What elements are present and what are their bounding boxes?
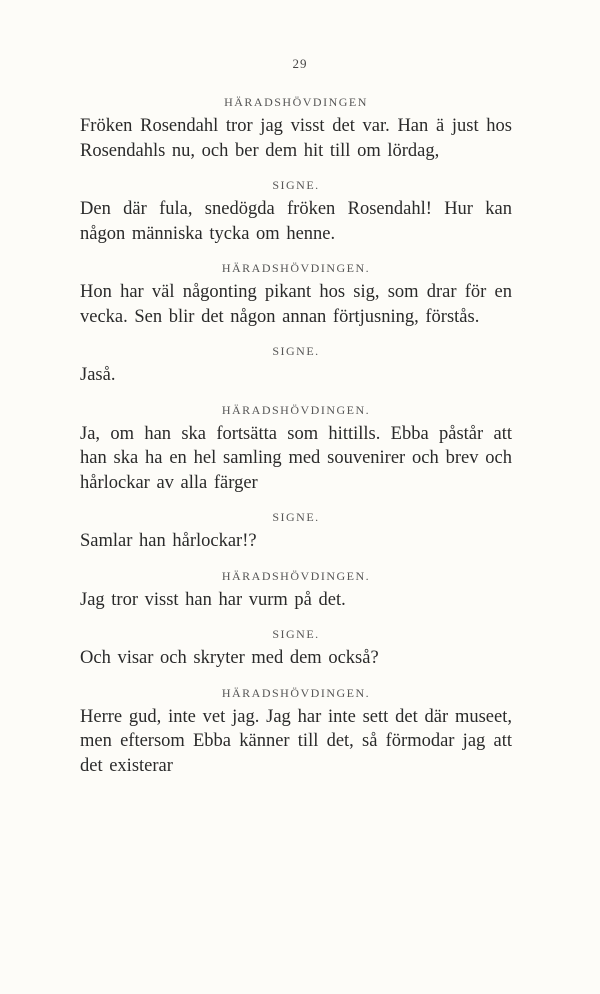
speaker-name: HÄRADSHÖVDINGEN. <box>221 402 371 417</box>
speech-text: Samlar han hårlockar!? <box>80 531 257 551</box>
speaker-name: SIGNE. <box>272 627 320 641</box>
dialogue-block <box>80 624 512 671</box>
dialogue-block <box>80 566 512 613</box>
speaker-name: SIGNE. <box>272 510 320 524</box>
dialogue-block <box>80 341 512 388</box>
speech-text: Ja, om han ska fortsätta som hittills. Ebba påstår att han ska ha en hel samling med souvenirer och brev och hårlockar av alla färger <box>80 423 512 493</box>
speech-text: Den där fula, snedögda fröken Rosendahl! Hur kan någon människa tycka om henne. <box>80 199 512 244</box>
speaker-name: HÄRADSHÖVDINGEN. <box>221 568 371 583</box>
dialogue-block <box>80 507 512 554</box>
speech-text: Herre gud, inte vet jag. Jag har inte sett det där museet, men eftersom Ebba känner till det, så förmodar jag att det existerar <box>80 706 512 776</box>
speaker-name: SIGNE. <box>272 344 320 358</box>
speaker-name: HÄRADSHÖVDINGEN. <box>221 261 371 275</box>
speaker-name: HÄRADSHÖVDINGEN <box>224 95 368 109</box>
speaker-name: HÄRADSHÖVDINGEN. <box>221 685 371 700</box>
dialogue-block <box>80 258 512 329</box>
dialogue-block <box>80 92 512 163</box>
speech-text: Fröken Rosendahl tror jag visst det var. Han ä just hos Rosendahls nu, och ber dem hit till om lördag, <box>80 116 512 161</box>
speech-text: Och visar och skryter med dem också? <box>80 648 379 668</box>
dialogue-block <box>80 400 512 496</box>
speech-text: Hon har väl någonting pikant hos sig, som drar för en vecka. Sen blir det någon annan förtjusning, förstås. <box>80 282 512 327</box>
speech-text: Jaså. <box>80 365 116 385</box>
dialogue-block <box>80 683 512 779</box>
speaker-name: SIGNE. <box>272 178 320 192</box>
dialogue-text <box>80 92 512 790</box>
speech-text: Jag tror visst han har vurm på det. <box>80 589 346 610</box>
page-number: 29 <box>292 56 308 71</box>
dialogue-block <box>80 175 512 246</box>
